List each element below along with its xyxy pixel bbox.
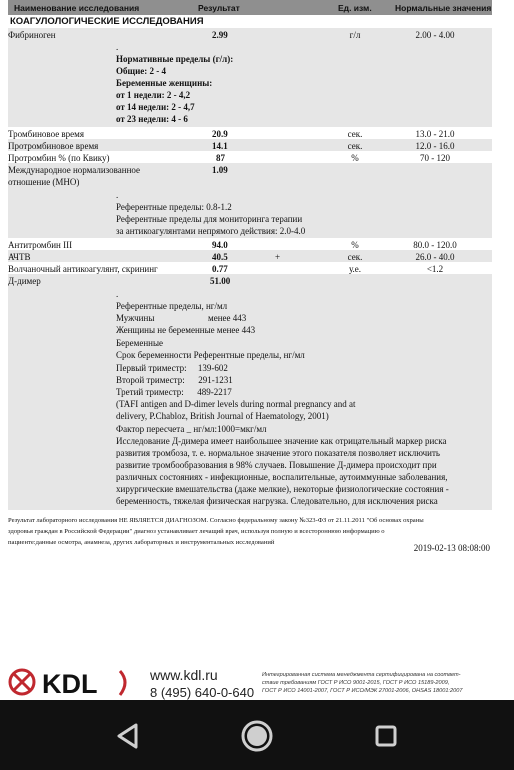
- dd-trimester-1: Первый триместр: 139-602: [116, 363, 228, 373]
- inr-name-line2: отношение (МНО): [8, 177, 80, 187]
- kdl-logo-mark-icon: [10, 670, 34, 694]
- dd-ref: Референтные пределы, нг/мл: [116, 301, 228, 311]
- report-timestamp: 2019-02-13 08:08:00: [413, 543, 490, 553]
- ddimer-result: 51.00: [210, 276, 231, 286]
- ddimer-name: Д-димер: [8, 276, 41, 286]
- prothrombin-pct-unit: %: [351, 153, 359, 163]
- disclaimer-line3: пациенте:данные осмотра, анамнеза, других лабораторных и инструментальных исследований: [8, 539, 275, 546]
- footer-certification: [262, 671, 502, 695]
- recents-button[interactable]: [366, 716, 406, 756]
- kdl-logo: [8, 667, 148, 697]
- prothrombin-time-unit: сек.: [347, 141, 363, 151]
- prothrombin-time-norm: 12.0 - 16.0: [415, 141, 455, 151]
- dd-para-6: беременность, тяжелая физическая нагрузка. Следовательно, для исключения риска: [116, 496, 438, 506]
- thrombin-unit: сек.: [347, 129, 363, 139]
- fib-note-1: Общие: 2 - 4: [116, 66, 167, 76]
- dd-reference-line1: (TAFI antigen and D-dimer levels during normal pregnancy and at: [116, 399, 356, 409]
- home-circle-icon: [237, 716, 277, 756]
- fibrinogen-name: Фибриноген: [8, 30, 56, 40]
- home-button[interactable]: [237, 716, 277, 756]
- lupus-norm: <1.2: [426, 264, 444, 274]
- fibrinogen-unit: г/л: [349, 30, 361, 40]
- fib-note-4: от 14 недели: 2 - 4,7: [116, 102, 195, 112]
- inr-note-2: за антикоагулянтами непрямого действия: 2.0-4.0: [116, 226, 306, 236]
- inr-note-1: Референтные пределы для мониторинга терапии: [116, 214, 303, 224]
- prothrombin-pct-norm: 70 - 120: [420, 153, 450, 163]
- antithrombin-unit: %: [351, 240, 359, 250]
- header-unit: Ед. изм.: [338, 3, 372, 13]
- cert-line2: ствие требованиям ГОСТ Р ИСО 9001-2015, ГОСТ Р ИСО 15189-2009,: [262, 680, 450, 686]
- fib-note-3: от 1 недели: 2 - 4,2: [116, 90, 191, 100]
- fib-note-2: Беременные женщины:: [116, 78, 213, 88]
- aptt-unit: сек.: [347, 252, 363, 262]
- back-triangle-icon: [108, 716, 148, 756]
- dd-trimester-3: Третий триместр: 489-2217: [116, 387, 232, 397]
- lupus-result: 0.77: [212, 264, 228, 274]
- fib-note-0: Нормативные пределы (г/л):: [116, 54, 234, 64]
- prothrombin-pct-result: 87: [216, 153, 225, 163]
- thrombin-result: 20.9: [212, 129, 228, 139]
- back-button[interactable]: [108, 716, 148, 756]
- dd-para-3: развитие тромбообразования в 98% случаев. Повышение Д-димера происходит при: [116, 460, 437, 470]
- disclaimer-line1: Результат лабораторного исследования НЕ ЯВЛЯЕТСЯ ДИАГНОЗОМ. Согласно федеральному закону №323-ФЗ от 21.11.2011 "Об основах охраны: [8, 517, 424, 524]
- lupus-name: Волчаночный антикоагулянт, скрининг: [8, 264, 158, 274]
- note-dot: .: [116, 190, 119, 200]
- header-norm: Нормальные значения: [395, 3, 492, 13]
- dd-women: Женщины не беременные менее 443: [116, 325, 256, 335]
- table-header: [8, 0, 492, 15]
- report-footer: [0, 595, 514, 700]
- cert-line3: ГОСТ Р ИСО 14001-2007, ГОСТ Р ИСО/МЭК 27001-2006, OHSAS 18001:2007: [262, 688, 463, 694]
- thrombin-name: Тромбиновое время: [8, 129, 85, 139]
- prothrombin-pct-name: Протромбин % (по Квику): [8, 153, 110, 163]
- android-nav-bar: [0, 700, 514, 770]
- row-band-fibrinogen: [8, 28, 492, 127]
- antithrombin-name: Антитромбин III: [8, 240, 73, 250]
- dd-pregnant: Беременные: [116, 338, 164, 348]
- antithrombin-result: 94.0: [212, 240, 228, 250]
- aptt-flag: +: [275, 252, 281, 262]
- recents-square-icon: [366, 716, 406, 756]
- dd-para-4: различных состояниях - инфекционные, воспалительные, аутоиммунные заболевания,: [116, 472, 448, 482]
- aptt-norm: 26.0 - 40.0: [415, 252, 455, 262]
- header-name: Наименование исследования: [14, 3, 140, 13]
- brand-text: KDL: [42, 669, 98, 697]
- disclaimer-line2: здоровья граждан в Российской Федерации" диагноз устанавливает лечащий врач, используя полную и всестороннюю информацию о: [8, 528, 385, 535]
- dd-factor: Фактор пересчета _ нг/мл:1000=мкг/мл: [116, 424, 267, 434]
- dd-term: Срок беременности Референтные пределы, нг/мл: [116, 350, 305, 360]
- inr-result: 1.09: [212, 165, 228, 175]
- section-title: КОАГУЛОЛОГИЧЕСКИЕ ИССЛЕДОВАНИЯ: [10, 16, 204, 27]
- prothrombin-time-result: 14.1: [212, 141, 228, 151]
- antithrombin-norm: 80.0 - 120.0: [413, 240, 457, 250]
- brand-arc-icon: [120, 671, 125, 695]
- dd-trimester-2: Второй триместр: 291-1231: [116, 375, 233, 385]
- dd-reference-line2: delivery, P.Chabloz, British Journal of Haematology, 2001): [116, 411, 329, 421]
- note-dot: .: [116, 289, 119, 299]
- aptt-result: 40.5: [212, 252, 228, 262]
- dd-men-label: Мужчины: [116, 313, 155, 323]
- dd-men-value: менее 443: [208, 313, 247, 323]
- inr-name-line1: Международное нормализованное: [8, 165, 141, 175]
- footer-site[interactable]: www.kdl.ru: [150, 667, 218, 683]
- footer-phone[interactable]: 8 (495) 640-0-640: [150, 685, 255, 700]
- fibrinogen-result: 2.99: [212, 30, 228, 40]
- note-dot: .: [116, 42, 119, 52]
- thrombin-norm: 13.0 - 21.0: [415, 129, 455, 139]
- fib-note-5: от 23 недели: 4 - 6: [116, 114, 188, 124]
- dd-para-5: хирургические вмешательства (даже мелкие), некоторые физиологические состояния -: [116, 484, 449, 494]
- dd-para-1: Исследование Д-димера имеет наибольшее значение как отрицательный маркер риска: [116, 436, 447, 446]
- inr-note-0: Референтные пределы: 0.8-1.2: [116, 202, 232, 212]
- cert-line1: Интегрированная система менеджмента сертифицирована на соответ-: [262, 672, 461, 678]
- prothrombin-time-name: Протромбиновое время: [8, 141, 99, 151]
- header-result: Результат: [198, 3, 240, 13]
- lupus-unit: у.е.: [348, 264, 362, 274]
- dd-para-2: развития тромбоза, т. е. нормальное значение этого показателя позволяет исключить: [116, 448, 441, 458]
- aptt-name: АЧТВ: [8, 252, 31, 262]
- fibrinogen-norm: 2.00 - 4.00: [415, 30, 455, 40]
